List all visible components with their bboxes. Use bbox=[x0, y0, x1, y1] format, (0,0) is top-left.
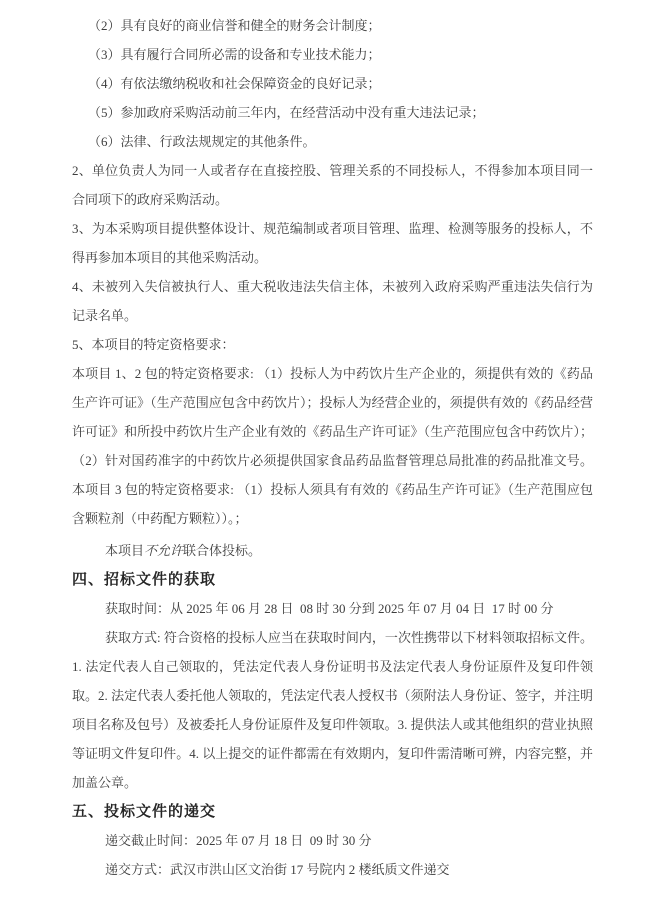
section-heading-obtain-bid-documents: 四、招标文件的获取 bbox=[72, 571, 217, 588]
condition-item-4: （4）有依法缴纳税收和社会保障资金的良好记录； bbox=[88, 76, 381, 91]
consortium-note-prefix: 本项目 bbox=[105, 543, 145, 558]
consortium-note-emphasis: 不允许 bbox=[144, 543, 184, 558]
obtain-method-paragraph: 获取方式: 符合资格的投标人应当在获取时间内，一次性携带以下材料领取招标文件。1. 法定代表人自己领取的，凭法定代表人身份证明书及法定代表人身份证原件及复印件领取。2. 法定代表人委托他人领取的，凭法定代表人授权书（须附法人身份证、签字，并注明项目名称及包号）及被委托人身份证原件及复印件领取。3. 提供法人或其他组织的营业执照等证明文件复印件。4. 以上提交的证件都需在有效期内，复印件需清晰可辨，内容完整，并加盖公章。 bbox=[72, 630, 593, 790]
condition-item-2: （2）具有良好的商业信誉和健全的财务会计制度； bbox=[88, 18, 381, 33]
paragraph-rule-same-person: 2、单位负责人为同一人或者存在直接控股、管理关系的不同投标人，不得参加本项目同一合同项下的政府采购活动。 bbox=[72, 163, 593, 207]
paragraph-rule-design-services: 3、为本采购项目提供整体设计、规范编制或者项目管理、监理、检测等服务的投标人，不得再参加本项目的其他采购活动。 bbox=[72, 221, 593, 265]
condition-item-6: （6）法律、行政法规规定的其他条件。 bbox=[88, 134, 316, 149]
paragraph-specific-qualification-body: 本项目 1、2 包的特定资格要求: （1）投标人为中药饮片生产企业的，须提供有效的《药品生产许可证》（生产范围应包含中药饮片）；投标人为经营企业的，须提供有效的《药品经营许可证》和所投中药饮片生产企业有效的《药品生产许可证》（生产范围应包含中药饮片）；（2）针对国药准字的中药饮片必须提供国家食品药品监督管理总局批准的药品批准文号。本项目 3 包的特定资格要求: （1）投标人须具有有效的《药品生产许可证》（生产范围应包含颗粒剂（中药配方颗粒））。； bbox=[72, 366, 593, 526]
paragraph-specific-qualification-title: 5、本项目的特定资格要求： bbox=[72, 337, 235, 352]
section-heading-submit-bid-documents: 五、投标文件的递交 bbox=[72, 803, 217, 820]
consortium-note-suffix: 联合体投标。 bbox=[183, 543, 262, 558]
condition-item-3: （3）具有履行合同所必需的设备和专业技术能力； bbox=[88, 47, 381, 62]
condition-item-5: （5）参加政府采购活动前三年内，在经营活动中没有重大违法记录； bbox=[88, 105, 485, 120]
obtain-time-line: 获取时间：从 2025 年 06 月 28 日 08 时 30 分到 2025 年 07 月 04 日 17 时 00 分 bbox=[105, 601, 554, 616]
paragraph-rule-dishonesty-list: 4、未被列入失信被执行人、重大税收违法失信主体，未被列入政府采购严重违法失信行为记录名单。 bbox=[72, 279, 593, 323]
submit-deadline-line: 递交截止时间：2025 年 07 月 18 日 09 时 30 分 bbox=[105, 833, 372, 848]
consortium-note bbox=[72, 536, 593, 565]
submit-method-line: 递交方式：武汉市洪山区文治街 17 号院内 2 楼纸质文件递交 bbox=[105, 862, 450, 877]
